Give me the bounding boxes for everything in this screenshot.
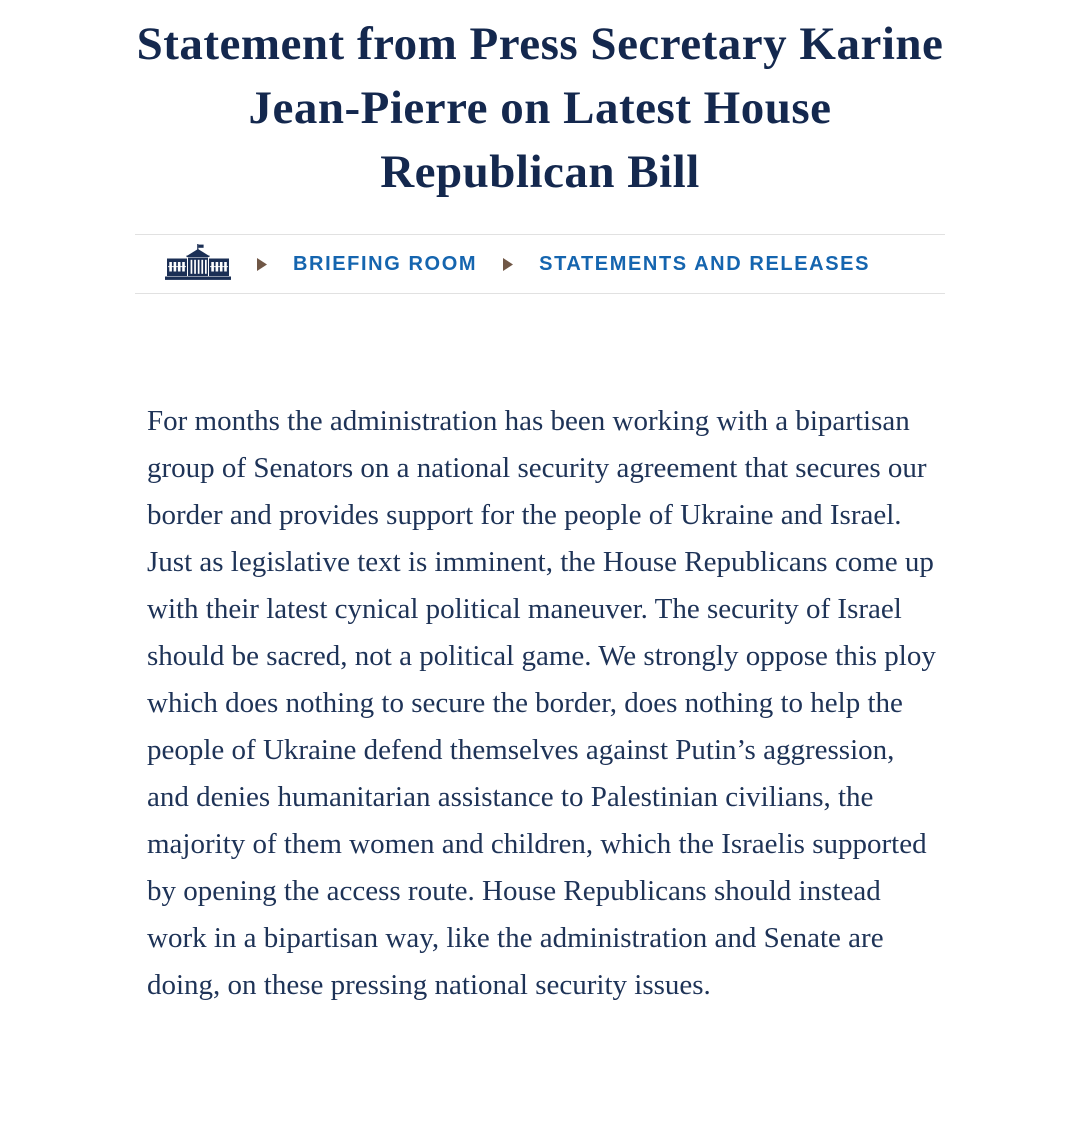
home-link[interactable]	[165, 244, 231, 284]
content-column	[135, 234, 945, 1009]
chevron-right-icon	[257, 258, 267, 271]
page-title	[35, 12, 1045, 204]
page-title-line: Jean-Pierre on Latest House	[248, 82, 832, 134]
chevron-right-icon	[503, 258, 513, 271]
page-title-line: Statement from Press Secretary Karine	[136, 18, 944, 70]
breadcrumb-link-statements-and-releases[interactable]: STATEMENTS AND RELEASES	[539, 252, 871, 275]
whitehouse-icon	[165, 244, 231, 284]
breadcrumb	[135, 234, 945, 294]
breadcrumb-link-briefing-room[interactable]: BRIEFING ROOM	[293, 252, 478, 275]
article-body-paragraph: For months the administration has been working with a bipartisan group of Senators on a national security agreement that secures our border and provides support for the people of Ukraine and Israel. Just as legislative text is imminent, the House Republicans come up with their latest cynical political maneuver. The security of Israel should be sacred, not a political game. We strongly oppose this ploy which does nothing to secure the border, does nothing to help the people of Ukraine defend themselves against Putin’s aggression, and denies humanitarian assistance to Palestinian civilians, the majority of them women and children, which the Israelis supported by opening the access route. House Republicans should instead work in a bipartisan way, like the administration and Senate are doing, on these pressing national security issues.	[147, 405, 936, 1001]
page-title-line: Republican Bill	[380, 146, 700, 198]
